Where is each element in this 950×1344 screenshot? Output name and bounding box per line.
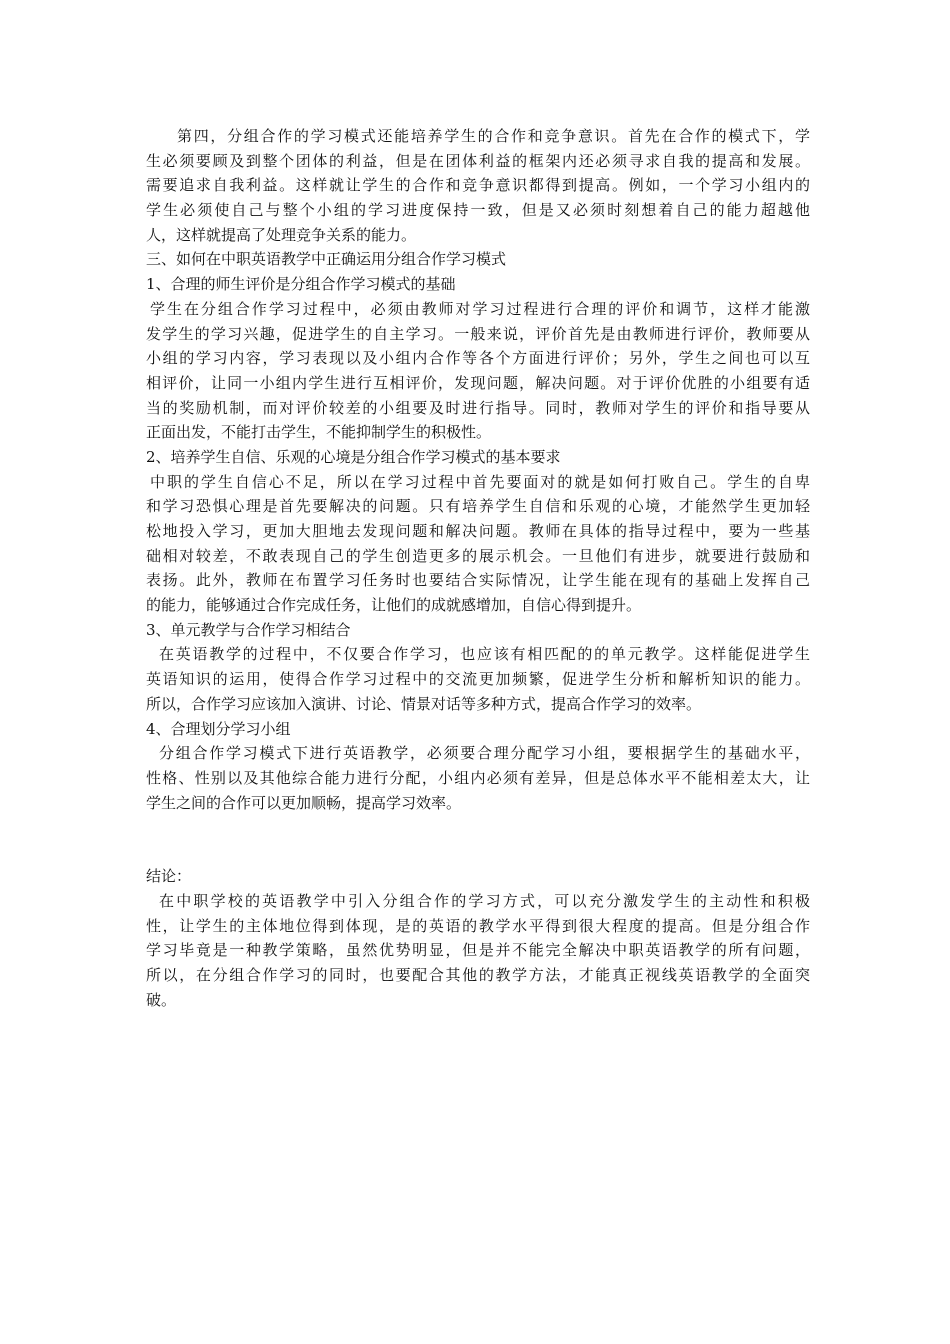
text-line: 小组的学习内容，学习表现以及小组内合作等各个方面进行评价；另外，学生之间也可以互	[146, 349, 810, 368]
text-line: 第四，分组合作的学习模式还能培养学生的合作和竞争意识。首先在合作的模式下，学	[177, 127, 810, 145]
item1-title: 1、合理的师生评价是分组合作学习模式的基础	[146, 275, 456, 294]
text-line: 在英语教学的过程中，不仅要合作学习，也应该有相匹配的的单元教学。这样能促进学生	[159, 645, 810, 664]
conclusion-title: 结论：	[146, 867, 192, 886]
text-line: 性，让学生的主体地位得到体现，是的英语的教学水平得到很大程度的提高。但是分组合作	[146, 916, 810, 935]
text-line: 础相对较差，不敢表现自己的学生创造更多的展示机会。一旦他们有进步，就要进行鼓励和	[146, 546, 810, 565]
item2-body	[146, 470, 810, 618]
text-line: 需要追求自我利益。这样就让学生的合作和竞争意识都得到提高。例如，一个学习小组内的	[146, 176, 810, 195]
text-line: 所以，合作学习应该加入演讲、讨论、情景对话等多种方式，提高合作学习的效率。	[146, 694, 702, 713]
text-line: 表扬。此外，教师在布置学习任务时也要结合实际情况，让学生能在现有的基础上发挥自己	[146, 571, 810, 590]
section-three-title: 三、如何在中职英语教学中正确运用分组合作学习模式	[146, 250, 507, 269]
text-line: 发学生的学习兴趣，促进学生的自主学习。一般来说，评价首先是由教师进行评价，教师要从	[146, 324, 810, 343]
paragraph-fourth	[146, 124, 810, 247]
text-line: 正面出发，不能打击学生，不能抑制学生的积极性。	[146, 423, 492, 442]
text-line: 英语知识的运用，使得合作学习过程中的交流更加频繁，促进学生分析和解析知识的能力。	[146, 670, 810, 689]
item1-body	[146, 297, 810, 445]
text-line: 松地投入学习，更加大胆地去发现问题和解决问题。教师在具体的指导过程中，要为一些基	[146, 522, 810, 540]
text-line: 中职的学生自信心不足，所以在学习过程中首先要面对的就是如何打败自己。学生的自卑	[150, 472, 810, 491]
item2-title: 2、培养学生自信、乐观的心境是分组合作学习模式的基本要求	[146, 447, 561, 466]
item4-body	[146, 741, 810, 815]
text-line: 和学习恐惧心理是首先要解决的问题。只有培养学生自信和乐观的心境，才能然学生更加轻	[146, 497, 810, 516]
text-line: 的能力，能够通过合作完成任务，让他们的成就感增加，自信心得到提升。	[146, 596, 642, 615]
text-line: 生必须要顾及到整个团体的利益，但是在团体利益的框架内还必须寻求自我的提高和发展。	[146, 151, 810, 170]
text-line: 学生在分组合作学习过程中，必须由教师对学习过程进行合理的评价和调节，这样才能激	[150, 299, 810, 318]
text-line: 当的奖励机制，而对评价较差的小组要及时进行指导。同时，教师对学生的评价和指导要从	[146, 398, 810, 417]
text-line: 相评价，让同一小组内学生进行互相评价，发现问题，解决问题。对于评价优胜的小组要有适	[146, 373, 810, 392]
text-line: 学生之间的合作可以更加顺畅，提高学习效率。	[146, 793, 462, 812]
item3-title: 3、单元教学与合作学习相结合	[146, 620, 351, 639]
item3-body	[146, 642, 810, 716]
conclusion-body	[146, 889, 810, 1012]
document-page	[146, 124, 810, 1012]
text-line: 破。	[146, 990, 177, 1009]
text-line: 学生必须使自己与整个小组的学习进度保持一致，但是又必须时刻想着自己的能力超越他	[146, 201, 810, 220]
text-line: 分组合作学习模式下进行英语教学，必须要合理分配学习小组，要根据学生的基础水平，	[159, 744, 810, 763]
text-line: 人，这样就提高了处理竞争关系的能力。	[146, 225, 417, 244]
text-line: 所以，在分组合作学习的同时，也要配合其他的教学方法，才能真正视线英语教学的全面突	[146, 966, 810, 984]
item4-title: 4、合理划分学习小组	[146, 719, 291, 738]
text-line: 在中职学校的英语教学中引入分组合作的学习方式，可以充分激发学生的主动性和积极	[159, 891, 810, 910]
text-line: 性格、性别以及其他综合能力进行分配，小组内必须有差异，但是总体水平不能相差太大，让	[146, 768, 810, 787]
text-line: 学习毕竟是一种教学策略，虽然优势明显，但是并不能完全解决中职英语教学的所有问题，	[146, 941, 810, 960]
blank-space	[146, 815, 810, 864]
